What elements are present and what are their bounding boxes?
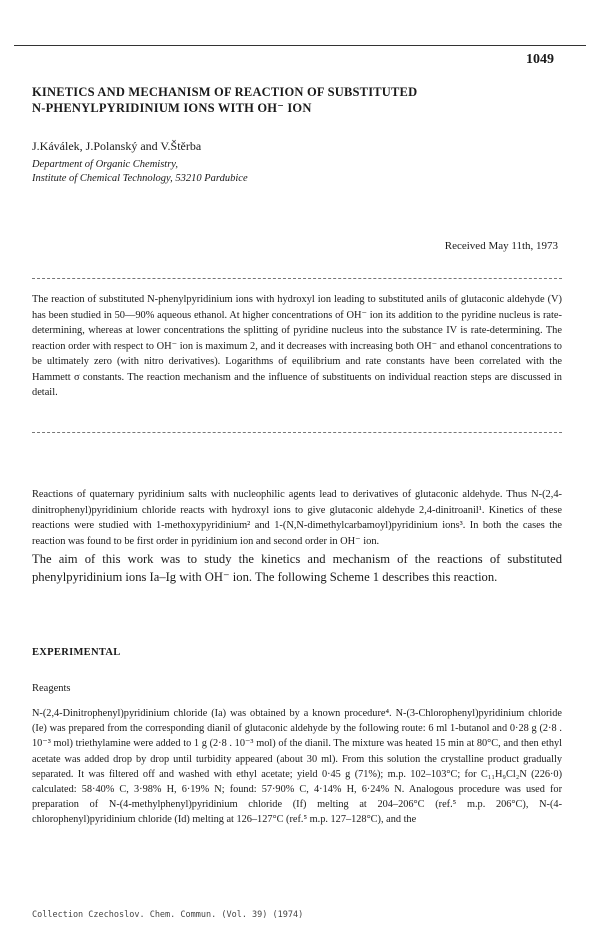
affiliation-institute: Institute of Chemical Technology, 53210 Pardubice <box>32 173 248 184</box>
affiliation <box>32 158 248 186</box>
abstract-bottom-rule <box>32 432 562 433</box>
article-title <box>32 84 572 116</box>
title-line-2: N-PHENYLPYRIDINIUM IONS WITH OH⁻ ION <box>32 101 312 115</box>
title-line-1: KINETICS AND MECHANISM OF REACTION OF SUBSTITUTED <box>32 85 418 99</box>
authors: J.Káválek, J.Polanský and V.Štěrba <box>32 139 202 153</box>
abstract: The reaction of substituted N-phenylpyridinium ions with hydroxyl ion leading to substituted anils of glutaconic aldehyde (V) has been studied in 50—90% aqueous ethanol. At higher concentrations of OH⁻ ion its addition to the pyridine nucleus is rate-determining, whereas at lower concentrations the splitting of pyridine nucleus into the substance IV is rate-determining. The reaction order with respect to OH⁻ ion is maximum 2, and it decreases with increasing both OH⁻ and ethanol concentrations to be ultimately zero (with nitro derivatives). Logarithms of equilibrium and rate constants have been correlated with the Hammett σ constants. The reaction mechanism and the influence of substituents on individual reaction steps are discussed in detail. <box>32 294 562 398</box>
page-number: 1049 <box>526 52 554 67</box>
reagents-paragraph: N-(2,4-Dinitrophenyl)pyridinium chloride (Ia) was obtained by a known procedure⁴. N-(3-Chlorophenyl)pyridinium chloride (Ie) was prepared from the corresponding dianil of glutaconic aldehyde by the following route: 6 ml 1-butanol and 0·28 g (2·8 . 10⁻³ mol) triethylamine were added to 1 g (2·8 . 10⁻³ mol) of the dianil. The mixture was heated 15 min at 80°C, and then ethyl acetate was added drop by drop until turbidity appeared (about 30 ml). From this solution the crystalline product gradually separated. It was filtered off and washed with ethyl acetate; yield 0·45 g (71%); m.p. 102–103°C; for C₁₁H₉Cl₂N (226·0) calculated: 58·40% C, 3·98% H, 6·19% N; found: 57·90% C, 4·14% H, 6·24% N. Analogous procedure was used for preparation of N-(4-methylphenyl)pyridinium chloride (If) melting at 204–206°C (ref.⁵ m.p. 206°C), N-(4-chlorophenyl)pyridinium chloride (Id) melting at 126–127°C (ref.⁵ m.p. 127–128°C), and the <box>32 708 562 826</box>
experimental-heading: EXPERIMENTAL <box>32 647 121 658</box>
reagents-heading: Reagents <box>32 683 71 694</box>
header-rule <box>14 45 586 46</box>
received-date: Received May 11th, 1973 <box>444 240 558 252</box>
aim-paragraph: The aim of this work was to study the kinetics and mechanism of the reactions of substituted phenylpyridinium ions Ia–Ig with OH⁻ ion. The following Scheme 1 describes this reaction. <box>32 552 562 584</box>
affiliation-department: Department of Organic Chemistry, <box>32 159 179 170</box>
abstract-top-rule <box>32 278 562 279</box>
introduction-paragraph: Reactions of quaternary pyridinium salts with nucleophilic agents lead to derivatives of glutaconic aldehyde. Thus N-(2,4-dinitrophenyl)pyridinium chloride reacts with hydroxyl ions to give glutaconic aldehyde 2,4-dinitroanil¹. Kinetics of these reactions were studied with 1-methoxypyridinium² and 1-(N,N-dimethylcarbamoyl)pyridinium ions³. In both the cases the reaction was found to be first order in pyridinium ion and second order in OH⁻ ion. <box>32 489 562 547</box>
journal-footer: Collection Czechoslov. Chem. Commun. (Vol. 39) (1974) <box>32 910 304 920</box>
